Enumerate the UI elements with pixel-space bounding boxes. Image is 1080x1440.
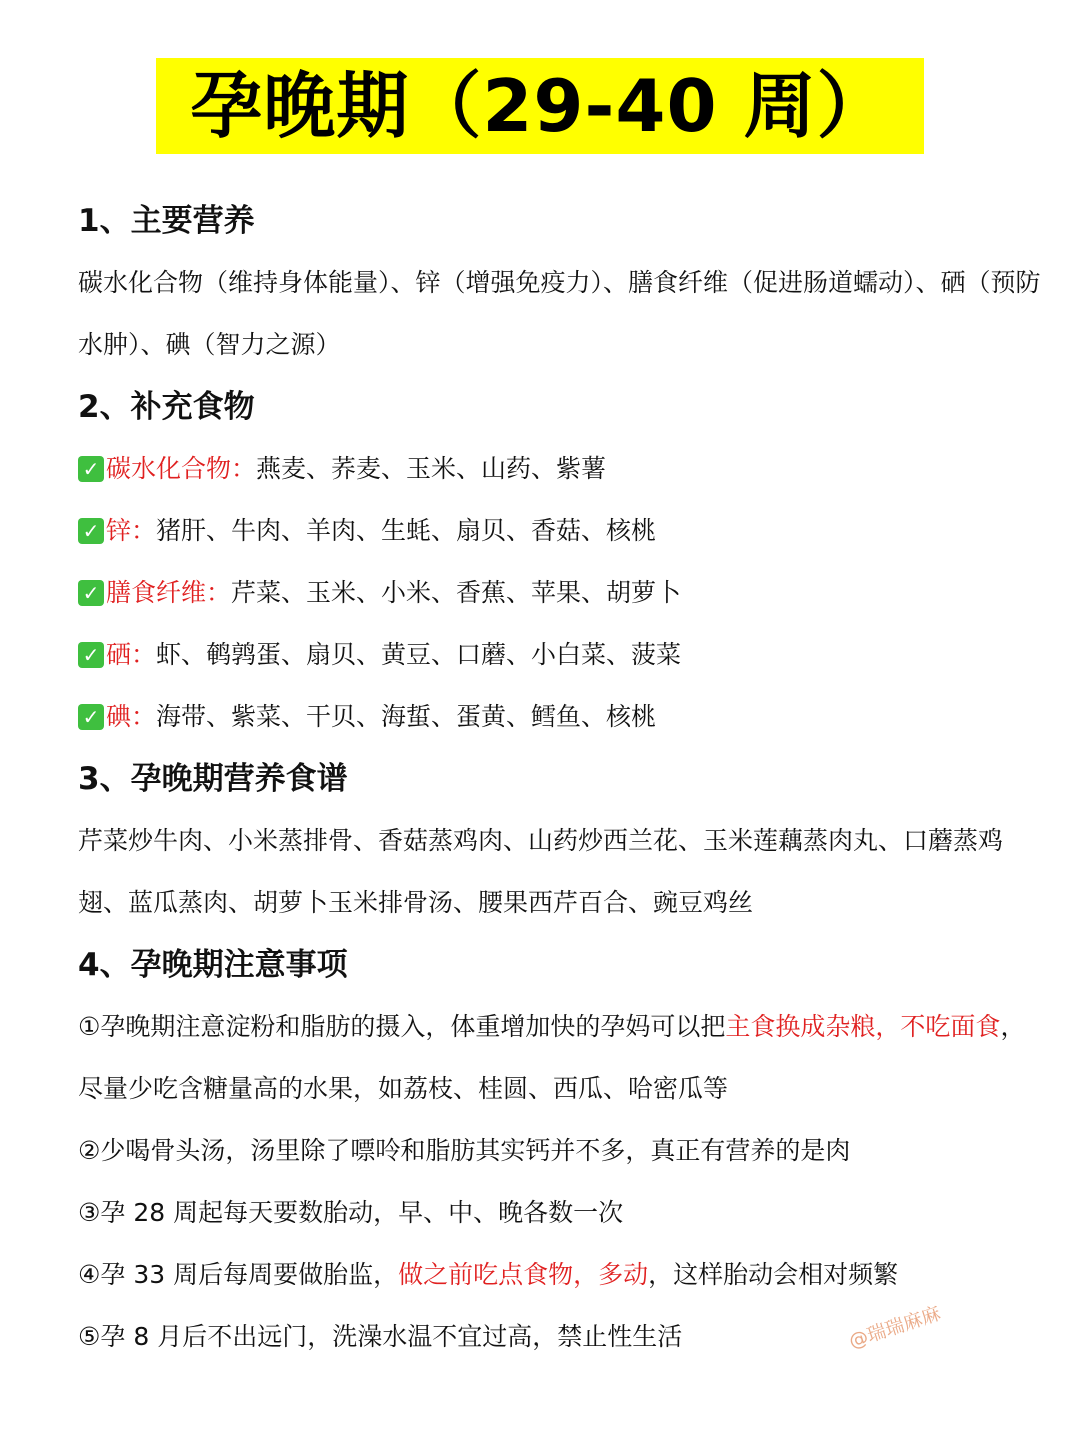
check-mark-icon: ✓ xyxy=(78,580,104,606)
recipes-text: 芹菜炒牛肉、小米蒸排骨、香菇蒸鸡肉、山药炒西兰花、玉米莲藕蒸肉丸、口蘑蒸鸡翅、蓝瓜蒸肉、胡萝卜玉米排骨汤、腰果西芹百合、豌豆鸡丝 xyxy=(78,826,1004,917)
content-body xyxy=(78,190,1048,1368)
food-label: 膳食纤维： xyxy=(106,578,232,607)
section-heading-foods: 2、补充食物 xyxy=(78,389,255,425)
food-label: 碳水化合物： xyxy=(106,454,257,483)
food-list: 海带、紫菜、干贝、海蜇、蛋黄、鳕鱼、核桃 xyxy=(156,702,657,731)
food-item-zinc xyxy=(78,500,1048,562)
food-label: 硒： xyxy=(106,640,157,669)
note-text: ③孕 28 周起每天要数胎动，早、中、晚各数一次 xyxy=(78,1198,624,1227)
check-mark-icon: ✓ xyxy=(78,456,104,482)
note-highlight: 做之前吃点食物，多动 xyxy=(398,1260,649,1289)
section-heading-notes: 4、孕晚期注意事项 xyxy=(78,947,348,983)
note-text-end: ，尽量少吃含糖量高的水果，如荔枝、桂圆、西瓜、哈密瓜等 xyxy=(78,1012,1026,1103)
page-title: 孕晚期（29-40 周） xyxy=(156,58,923,154)
food-list: 芹菜、玉米、小米、香蕉、苹果、胡萝卜 xyxy=(231,578,682,607)
note-item xyxy=(78,1244,1048,1306)
food-list: 燕麦、荞麦、玉米、山药、紫薯 xyxy=(256,454,607,483)
nutrition-text: 碳水化合物（维持身体能量）、锌（增强免疫力）、膳食纤维（促进肠道蠕动）、硒（预防水肿）、碘（智力之源） xyxy=(78,268,1041,359)
food-label: 碘： xyxy=(106,702,157,731)
food-label: 锌： xyxy=(106,516,157,545)
food-list: 猪肝、牛肉、羊肉、生蚝、扇贝、香菇、核桃 xyxy=(156,516,657,545)
check-mark-icon: ✓ xyxy=(78,642,104,668)
note-text: ①孕晚期注意淀粉和脂肪的摄入，体重增加快的孕妈可以把 xyxy=(78,1012,726,1041)
note-item xyxy=(78,1182,1048,1244)
food-item-carbs xyxy=(78,438,1048,500)
check-mark-icon: ✓ xyxy=(78,518,104,544)
title-container xyxy=(0,58,1080,154)
note-text: ②少喝骨头汤，汤里除了嘌呤和脂肪其实钙并不多，真正有营养的是肉 xyxy=(78,1136,851,1165)
note-text-end: ，这样胎动会相对频繁 xyxy=(648,1260,899,1289)
note-item xyxy=(78,1120,1048,1182)
check-mark-icon: ✓ xyxy=(78,704,104,730)
section-heading-nutrition: 1、主要营养 xyxy=(78,203,255,239)
watermark: @瑞瑞麻麻 xyxy=(846,1302,944,1353)
section-heading-recipes: 3、孕晚期营养食谱 xyxy=(78,761,348,797)
note-item xyxy=(78,996,1048,1120)
note-highlight: 主食换成杂粮，不吃面食 xyxy=(725,1012,1001,1041)
food-item-iodine xyxy=(78,686,1048,748)
food-item-selenium xyxy=(78,624,1048,686)
note-text: ④孕 33 周后每周要做胎监， xyxy=(78,1260,399,1289)
food-list: 虾、鹌鹑蛋、扇贝、黄豆、口蘑、小白菜、菠菜 xyxy=(156,640,682,669)
food-item-fiber xyxy=(78,562,1048,624)
note-text: ⑤孕 8 月后不出远门，洗澡水温不宜过高，禁止性生活 xyxy=(78,1322,683,1351)
